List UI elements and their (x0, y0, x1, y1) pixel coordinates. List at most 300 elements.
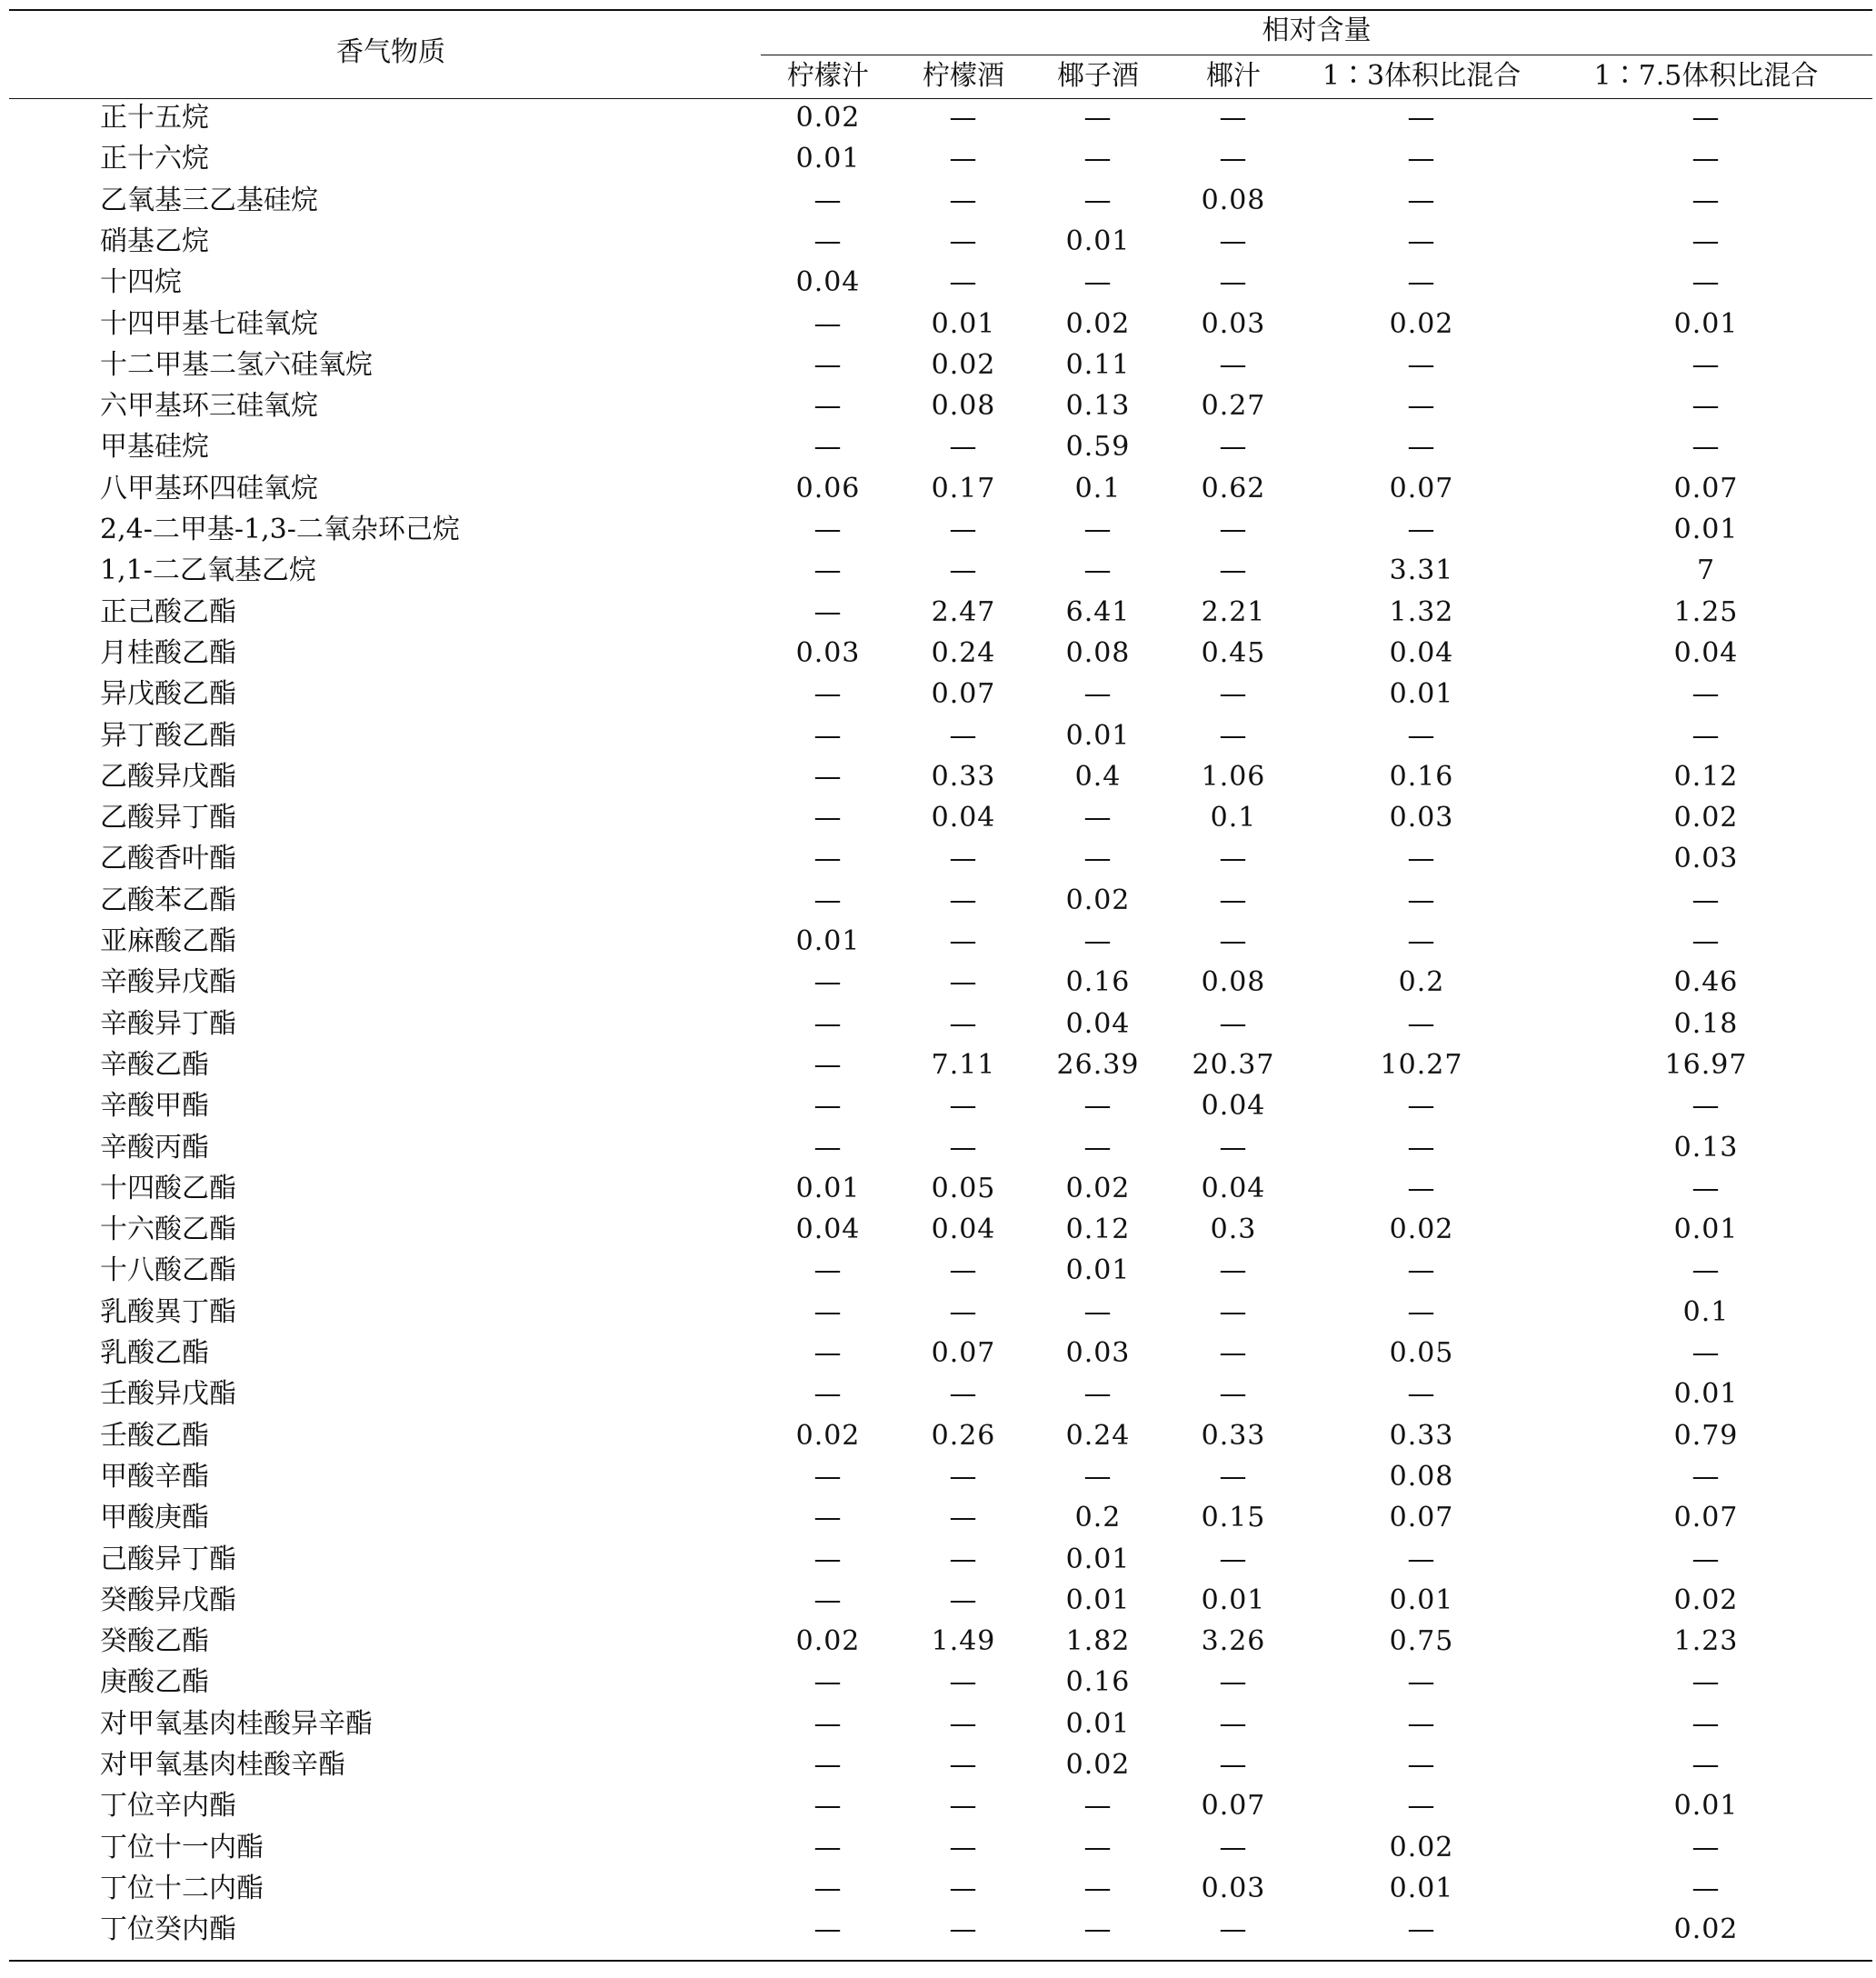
row-value-cell: — (1407, 431, 1436, 463)
row-value-cell: — (1083, 843, 1113, 874)
row-value-cell: — (1219, 1832, 1248, 1863)
row-value-cell: — (1407, 1790, 1436, 1822)
row-value-cell: — (949, 1832, 978, 1863)
row-value-cell: — (813, 185, 843, 216)
row-substance-name: 十四烷 (100, 266, 182, 298)
row-value-cell: 0.01 (1673, 1790, 1739, 1822)
row-value-cell: — (1219, 554, 1248, 586)
row-value-cell: — (1407, 1378, 1436, 1410)
row-value-cell: — (949, 1008, 978, 1040)
row-value-cell: 3.31 (1389, 554, 1454, 586)
row-substance-name: 八甲基环四硅氧烷 (100, 473, 318, 504)
row-value-cell: 0.4 (1074, 761, 1122, 793)
row-value-cell: 0.15 (1201, 1502, 1266, 1533)
row-value-cell: 0.01 (931, 308, 996, 340)
row-substance-name: 乙酸异丁酯 (100, 802, 236, 834)
row-substance-name: 乙酸异戊酯 (100, 761, 236, 793)
row-substance-name: 对甲氧基肉桂酸辛酯 (100, 1749, 345, 1781)
row-value-cell: — (949, 1873, 978, 1904)
row-value-cell: 0.12 (1065, 1214, 1131, 1245)
row-value-cell: — (813, 1461, 843, 1493)
row-value-cell: 0.07 (1673, 473, 1739, 504)
row-value-cell: 0.79 (1673, 1420, 1739, 1452)
row-substance-name: 壬酸乙酯 (100, 1420, 209, 1452)
row-value-cell: — (813, 1873, 843, 1904)
row-value-cell: — (813, 390, 843, 422)
row-value-cell: 0.01 (795, 143, 861, 175)
row-value-cell: — (1691, 1873, 1721, 1904)
row-substance-name: 辛酸丙酯 (100, 1132, 209, 1164)
row-value-cell: — (1407, 1132, 1436, 1164)
row-value-cell: — (1083, 802, 1113, 834)
row-value-cell: — (1219, 431, 1248, 463)
row-substance-name: 正十六烷 (100, 143, 209, 175)
row-value-cell: — (813, 761, 843, 793)
row-value-cell: 0.33 (1389, 1420, 1454, 1452)
row-substance-name: 亚麻酸乙酯 (100, 925, 236, 957)
row-value-cell: 0.04 (931, 802, 996, 834)
row-substance-name: 对甲氧基肉桂酸异辛酯 (100, 1708, 373, 1740)
row-value-cell: — (1407, 1173, 1436, 1204)
column-header: 椰汁 (1206, 60, 1261, 92)
row-value-cell: 0.08 (1065, 637, 1131, 669)
row-value-cell: 0.13 (1673, 1132, 1739, 1164)
row-value-cell: — (813, 225, 843, 257)
row-value-cell: — (813, 349, 843, 381)
row-value-cell: — (1083, 1461, 1113, 1493)
row-value-cell: — (1691, 884, 1721, 916)
row-value-cell: 0.01 (1673, 1214, 1739, 1245)
row-substance-name: 十四甲基七硅氧烷 (100, 308, 318, 340)
row-value-cell: 0.07 (1389, 1502, 1454, 1533)
row-substance-name: 壬酸异戊酯 (100, 1378, 236, 1410)
row-value-cell: — (813, 1749, 843, 1781)
row-value-cell: — (1407, 185, 1436, 216)
row-value-cell: 0.01 (1065, 225, 1131, 257)
row-value-cell: — (1219, 1543, 1248, 1575)
row-value-cell: — (949, 1749, 978, 1781)
row-substance-name: 己酸异丁酯 (100, 1543, 236, 1575)
row-value-cell: — (1407, 925, 1436, 957)
row-value-cell: — (949, 143, 978, 175)
row-value-cell: 0.03 (1389, 802, 1454, 834)
row-value-cell: — (1407, 1749, 1436, 1781)
row-value-cell: — (1407, 720, 1436, 752)
row-value-cell: — (1407, 390, 1436, 422)
row-value-cell: — (1083, 554, 1113, 586)
row-value-cell: — (813, 1254, 843, 1286)
row-value-cell: — (1691, 1666, 1721, 1698)
row-value-cell: — (1691, 720, 1721, 752)
row-value-cell: 0.16 (1389, 761, 1454, 793)
row-value-cell: — (813, 1008, 843, 1040)
row-value-cell: — (1407, 1090, 1436, 1122)
row-substance-name: 异丁酸乙酯 (100, 720, 236, 752)
row-substance-name: 月桂酸乙酯 (100, 637, 236, 669)
row-value-cell: — (1083, 514, 1113, 545)
row-substance-name: 癸酸异戊酯 (100, 1584, 236, 1616)
row-value-cell: 0.07 (931, 1337, 996, 1369)
row-value-cell: 0.45 (1201, 637, 1266, 669)
row-substance-name: 1,1-二乙氧基乙烷 (100, 554, 316, 586)
row-value-cell: 0.04 (1389, 637, 1454, 669)
row-substance-name: 庚酸乙酯 (100, 1666, 209, 1698)
row-value-cell: — (813, 1790, 843, 1822)
row-value-cell: — (1691, 1337, 1721, 1369)
row-value-cell: — (813, 884, 843, 916)
row-substance-name: 十四酸乙酯 (100, 1173, 236, 1204)
row-value-cell: — (1219, 1296, 1248, 1328)
row-value-cell: — (1219, 1749, 1248, 1781)
row-substance-name: 辛酸异戊酯 (100, 966, 236, 998)
row-value-cell: 0.06 (795, 473, 861, 504)
row-value-cell: 0.02 (1389, 1832, 1454, 1863)
row-substance-name: 辛酸异丁酯 (100, 1008, 236, 1040)
row-value-cell: — (1219, 349, 1248, 381)
row-value-cell: — (949, 1296, 978, 1328)
row-value-cell: 0.04 (795, 1214, 861, 1245)
row-value-cell: — (813, 720, 843, 752)
row-value-cell: — (1219, 1337, 1248, 1369)
row-value-cell: 0.08 (931, 390, 996, 422)
row-value-cell: — (1083, 143, 1113, 175)
row-value-cell: — (949, 1543, 978, 1575)
row-value-cell: 0.03 (1201, 308, 1266, 340)
row-value-cell: — (1219, 143, 1248, 175)
row-value-cell: — (1083, 1378, 1113, 1410)
row-value-cell: 0.01 (1065, 720, 1131, 752)
row-value-cell: — (1691, 266, 1721, 298)
row-value-cell: 0.07 (1201, 1790, 1266, 1822)
row-value-cell: — (1407, 1913, 1436, 1945)
row-value-cell: — (813, 1296, 843, 1328)
row-value-cell: 0.11 (1065, 349, 1131, 381)
row-value-cell: 0.16 (1065, 966, 1131, 998)
row-value-cell: — (813, 514, 843, 545)
row-value-cell: — (949, 1584, 978, 1616)
row-value-cell: 0.05 (931, 1173, 996, 1204)
row-value-cell: 0.62 (1201, 473, 1266, 504)
row-substance-name: 甲基硅烷 (100, 431, 209, 463)
row-value-cell: — (813, 1584, 843, 1616)
row-value-cell: — (1219, 1708, 1248, 1740)
row-value-cell: 1.25 (1673, 596, 1739, 628)
row-value-cell: — (949, 514, 978, 545)
row-value-cell: — (1691, 925, 1721, 957)
row-value-cell: — (1691, 1090, 1721, 1122)
row-substance-name: 辛酸乙酯 (100, 1049, 209, 1081)
row-value-cell: 0.02 (1673, 802, 1739, 834)
row-value-cell: — (1691, 1543, 1721, 1575)
row-substance-name: 十二甲基二氢六硅氧烷 (100, 349, 373, 381)
row-value-cell: 6.41 (1065, 596, 1131, 628)
row-substance-name: 正十五烷 (100, 102, 209, 134)
row-value-cell: — (813, 843, 843, 874)
row-value-cell: 0.33 (1201, 1420, 1266, 1452)
row-value-cell: — (1691, 143, 1721, 175)
row-value-cell: 0.01 (795, 1173, 861, 1204)
row-value-cell: — (813, 431, 843, 463)
row-value-cell: 0.04 (931, 1214, 996, 1245)
row-substance-name: 乙酸香叶酯 (100, 843, 236, 874)
row-value-cell: — (949, 1461, 978, 1493)
row-value-cell: — (949, 431, 978, 463)
row-value-cell: — (813, 1832, 843, 1863)
row-value-cell: — (1219, 884, 1248, 916)
column-header: 椰子酒 (1057, 60, 1139, 92)
row-value-cell: — (1407, 1008, 1436, 1040)
row-value-cell: 1.06 (1201, 761, 1266, 793)
row-value-cell: 7 (1696, 554, 1716, 586)
row-value-cell: — (1691, 1173, 1721, 1204)
row-value-cell: — (1407, 843, 1436, 874)
row-value-cell: — (949, 102, 978, 134)
row-value-cell: 0.01 (1201, 1584, 1266, 1616)
row-value-cell: 0.01 (1389, 678, 1454, 710)
row-value-cell: 0.02 (1389, 308, 1454, 340)
row-value-cell: — (1219, 925, 1248, 957)
row-value-cell: — (1219, 1913, 1248, 1945)
row-value-cell: 0.3 (1210, 1214, 1257, 1245)
row-value-cell: 0.01 (1389, 1584, 1454, 1616)
row-value-cell: — (1083, 925, 1113, 957)
row-value-cell: — (813, 1666, 843, 1698)
row-value-cell: — (949, 266, 978, 298)
table-bottom-rule (9, 1960, 1872, 1962)
row-value-cell: — (813, 1708, 843, 1740)
row-value-cell: — (813, 678, 843, 710)
row-value-cell: — (949, 1708, 978, 1740)
row-value-cell: — (1407, 1543, 1436, 1575)
row-value-cell: — (1219, 102, 1248, 134)
row-value-cell: 0.46 (1673, 966, 1739, 998)
row-value-cell: — (1407, 1254, 1436, 1286)
row-value-cell: — (1691, 1749, 1721, 1781)
row-value-cell: 0.02 (931, 349, 996, 381)
row-value-cell: — (813, 596, 843, 628)
row-value-cell: 0.03 (1201, 1873, 1266, 1904)
row-value-cell: — (1083, 102, 1113, 134)
row-value-cell: — (813, 1337, 843, 1369)
row-value-cell: — (949, 1378, 978, 1410)
row-value-cell: 0.03 (1673, 843, 1739, 874)
row-value-cell: 2.47 (931, 596, 996, 628)
row-value-cell: 0.04 (795, 266, 861, 298)
row-value-cell: 2.21 (1201, 596, 1266, 628)
row-value-cell: 0.12 (1673, 761, 1739, 793)
row-value-cell: — (1083, 266, 1113, 298)
row-value-cell: — (813, 308, 843, 340)
row-value-cell: — (1083, 1913, 1113, 1945)
row-value-cell: 0.02 (1673, 1913, 1739, 1945)
row-value-cell: — (813, 1543, 843, 1575)
header-substance: 香气物质 (336, 36, 445, 68)
row-value-cell: — (813, 1090, 843, 1122)
row-value-cell: — (1219, 1461, 1248, 1493)
row-value-cell: — (949, 554, 978, 586)
row-value-cell: — (813, 1378, 843, 1410)
row-value-cell: — (813, 1913, 843, 1945)
row-value-cell: — (1219, 1378, 1248, 1410)
row-substance-name: 乙酸苯乙酯 (100, 884, 236, 916)
row-value-cell: — (1691, 185, 1721, 216)
row-value-cell: — (1083, 1090, 1113, 1122)
row-value-cell: 0.01 (1065, 1254, 1131, 1286)
row-substance-name: 甲酸辛酯 (100, 1461, 209, 1493)
row-value-cell: — (1691, 1832, 1721, 1863)
row-value-cell: — (1219, 843, 1248, 874)
row-value-cell: 26.39 (1056, 1049, 1140, 1081)
row-value-cell: — (1083, 1832, 1113, 1863)
row-value-cell: — (813, 1049, 843, 1081)
row-value-cell: — (813, 966, 843, 998)
row-substance-name: 丁位癸内酯 (100, 1913, 236, 1945)
row-value-cell: — (1691, 678, 1721, 710)
row-value-cell: — (1691, 1254, 1721, 1286)
row-substance-name: 十六酸乙酯 (100, 1214, 236, 1245)
row-value-cell: 1.49 (931, 1625, 996, 1657)
row-value-cell: — (813, 1132, 843, 1164)
row-value-cell: — (1219, 514, 1248, 545)
row-value-cell: — (1407, 1708, 1436, 1740)
row-value-cell: 3.26 (1201, 1625, 1266, 1657)
row-substance-name: 丁位辛内酯 (100, 1790, 236, 1822)
row-value-cell: 0.03 (1065, 1337, 1131, 1369)
row-value-cell: — (949, 185, 978, 216)
row-value-cell: 0.24 (1065, 1420, 1131, 1452)
row-value-cell: — (1083, 1296, 1113, 1328)
row-value-cell: 1.82 (1065, 1625, 1131, 1657)
row-value-cell: 0.02 (795, 1625, 861, 1657)
row-value-cell: 0.24 (931, 637, 996, 669)
row-substance-name: 2,4-二甲基-1,3-二氧杂环己烷 (100, 514, 460, 545)
row-value-cell: 1.23 (1673, 1625, 1739, 1657)
row-value-cell: 0.02 (1065, 884, 1131, 916)
row-value-cell: — (1219, 678, 1248, 710)
row-value-cell: 0.02 (1065, 1173, 1131, 1204)
row-value-cell: — (1407, 102, 1436, 134)
row-value-cell: — (1219, 1254, 1248, 1286)
row-value-cell: 0.59 (1065, 431, 1131, 463)
row-value-cell: — (1691, 1708, 1721, 1740)
row-value-cell: 0.1 (1682, 1296, 1730, 1328)
row-value-cell: — (1407, 514, 1436, 545)
row-substance-name: 异戊酸乙酯 (100, 678, 236, 710)
header-relative-content: 相对含量 (1262, 15, 1372, 46)
row-value-cell: — (949, 1502, 978, 1533)
row-value-cell: 0.04 (1201, 1173, 1266, 1204)
row-value-cell: — (1691, 431, 1721, 463)
row-value-cell: 7.11 (931, 1049, 996, 1081)
column-header: 柠檬酒 (923, 60, 1004, 92)
row-value-cell: 0.02 (1065, 308, 1131, 340)
row-value-cell: — (813, 802, 843, 834)
row-value-cell: — (949, 884, 978, 916)
row-value-cell: — (1691, 102, 1721, 134)
row-value-cell: — (949, 225, 978, 257)
row-value-cell: — (1407, 349, 1436, 381)
row-value-cell: 0.2 (1074, 1502, 1122, 1533)
column-header: 1∶7.5体积比混合 (1593, 60, 1819, 92)
row-value-cell: 0.02 (1389, 1214, 1454, 1245)
row-substance-name: 正己酸乙酯 (100, 596, 236, 628)
row-value-cell: — (1083, 1132, 1113, 1164)
row-substance-name: 甲酸庚酯 (100, 1502, 209, 1533)
row-value-cell: 0.07 (1389, 473, 1454, 504)
row-substance-name: 辛酸甲酯 (100, 1090, 209, 1122)
row-value-cell: 0.04 (1201, 1090, 1266, 1122)
row-value-cell: — (949, 1666, 978, 1698)
row-value-cell: — (949, 966, 978, 998)
row-value-cell: — (1083, 1790, 1113, 1822)
row-value-cell: 0.27 (1201, 390, 1266, 422)
row-value-cell: 0.75 (1389, 1625, 1454, 1657)
row-substance-name: 丁位十一内酯 (100, 1832, 264, 1863)
row-value-cell: — (813, 554, 843, 586)
row-value-cell: 0.01 (1065, 1584, 1131, 1616)
row-value-cell: 0.03 (795, 637, 861, 669)
row-substance-name: 六甲基环三硅氧烷 (100, 390, 318, 422)
row-value-cell: — (949, 1132, 978, 1164)
row-value-cell: 0.08 (1389, 1461, 1454, 1493)
column-header: 1∶3体积比混合 (1322, 60, 1522, 92)
row-value-cell: 0.02 (1673, 1584, 1739, 1616)
row-value-cell: — (1083, 678, 1113, 710)
row-substance-name: 乳酸異丁酯 (100, 1296, 236, 1328)
row-value-cell: — (813, 1502, 843, 1533)
row-value-cell: 0.1 (1074, 473, 1122, 504)
row-value-cell: 0.01 (1065, 1708, 1131, 1740)
row-value-cell: 0.1 (1210, 802, 1257, 834)
row-value-cell: 0.01 (1673, 1378, 1739, 1410)
row-value-cell: — (949, 925, 978, 957)
row-value-cell: 0.04 (1065, 1008, 1131, 1040)
row-value-cell: 0.02 (795, 102, 861, 134)
row-substance-name: 丁位十二内酯 (100, 1873, 264, 1904)
row-value-cell: 0.08 (1201, 966, 1266, 998)
row-substance-name: 硝基乙烷 (100, 225, 209, 257)
row-value-cell: 0.33 (931, 761, 996, 793)
row-value-cell: 0.13 (1065, 390, 1131, 422)
row-value-cell: — (1407, 225, 1436, 257)
row-value-cell: — (1083, 1873, 1113, 1904)
row-value-cell: 16.97 (1664, 1049, 1748, 1081)
row-value-cell: — (1407, 143, 1436, 175)
row-value-cell: — (1219, 1008, 1248, 1040)
row-value-cell: 0.05 (1389, 1337, 1454, 1369)
row-value-cell: 0.04 (1673, 637, 1739, 669)
row-value-cell: 0.16 (1065, 1666, 1131, 1698)
row-value-cell: — (949, 1254, 978, 1286)
row-value-cell: 0.2 (1398, 966, 1445, 998)
row-value-cell: — (1407, 1296, 1436, 1328)
row-value-cell: — (1691, 1461, 1721, 1493)
row-substance-name: 乙氧基三乙基硅烷 (100, 185, 318, 216)
row-value-cell: 0.01 (795, 925, 861, 957)
row-substance-name: 乳酸乙酯 (100, 1337, 209, 1369)
row-value-cell: 0.01 (1673, 514, 1739, 545)
row-value-cell: 0.17 (931, 473, 996, 504)
row-value-cell: — (1219, 266, 1248, 298)
row-value-cell: 0.18 (1673, 1008, 1739, 1040)
row-value-cell: 0.07 (931, 678, 996, 710)
row-value-cell: — (1219, 720, 1248, 752)
row-value-cell: 0.02 (795, 1420, 861, 1452)
row-value-cell: — (1219, 1132, 1248, 1164)
row-value-cell: — (1407, 1666, 1436, 1698)
row-value-cell: — (1219, 225, 1248, 257)
row-value-cell: 0.01 (1065, 1543, 1131, 1575)
